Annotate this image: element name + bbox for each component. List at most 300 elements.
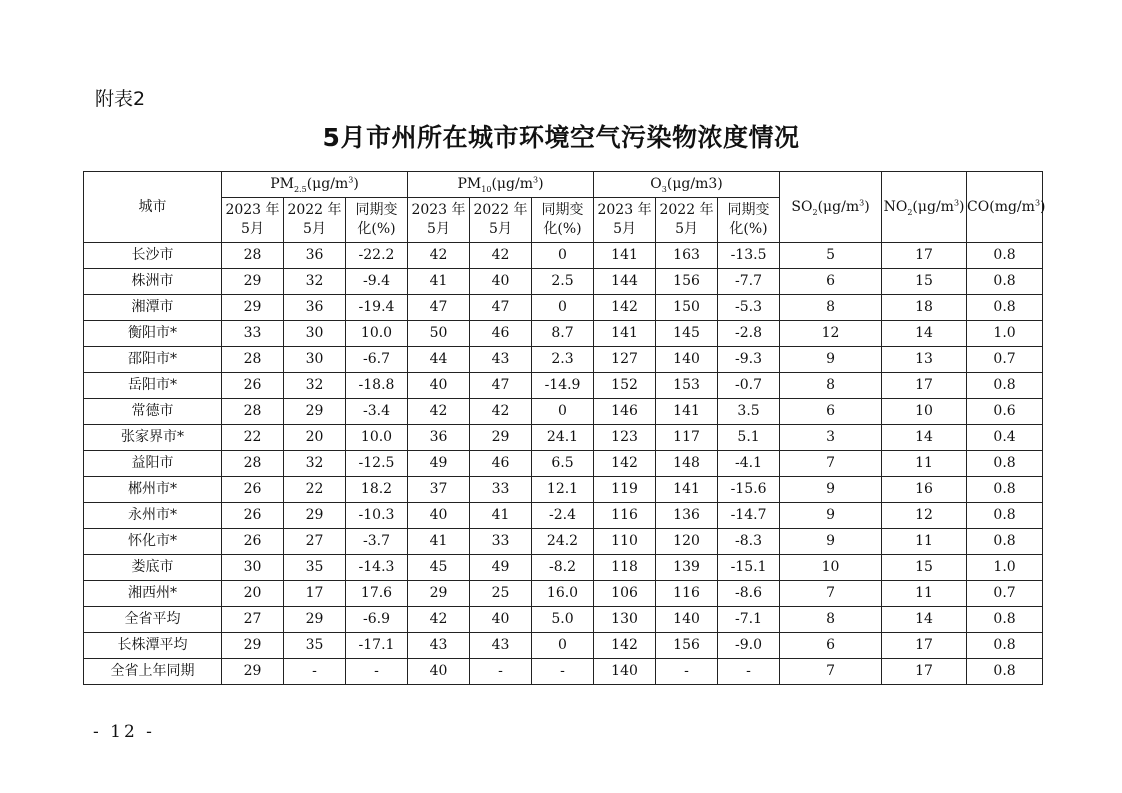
cell-so2: 7 (780, 581, 882, 607)
cell-pm10-2022: 40 (470, 269, 532, 295)
header-no2 (882, 172, 967, 243)
header-pm10-change (532, 198, 594, 243)
cell-so2: 9 (780, 503, 882, 529)
cell-pm25-2023: 30 (222, 555, 284, 581)
cell-co: 0.8 (967, 295, 1043, 321)
cell-pm25-change: -19.4 (346, 295, 408, 321)
pollutant-concentration-table (83, 171, 1046, 685)
cell-pm10-change: 6.5 (532, 451, 594, 477)
cell-pm10-2023: 40 (408, 659, 470, 685)
header-pm10-2023 (408, 198, 470, 243)
cell-co: 0.6 (967, 399, 1043, 425)
no2-close: ) (959, 198, 965, 215)
cell-pm25-2022: - (284, 659, 346, 685)
cell-no2: 14 (882, 321, 967, 347)
cell-pm10-change: 0 (532, 399, 594, 425)
cell-pm25-change: - (346, 659, 408, 685)
cell-o3-2022: 140 (656, 347, 718, 373)
cell-o3-change: -7.7 (718, 269, 780, 295)
cell-o3-2022: 117 (656, 425, 718, 451)
cell-co: 0.8 (967, 659, 1043, 685)
cell-co: 0.8 (967, 373, 1043, 399)
pm10-sub: 10 (481, 184, 492, 194)
cell-so2: 8 (780, 373, 882, 399)
cell-pm25-2022: 35 (284, 633, 346, 659)
cell-pm10-2023: 45 (408, 555, 470, 581)
cell-city: 岳阳市* (84, 373, 222, 399)
cell-pm25-2022: 35 (284, 555, 346, 581)
so2-prefix: SO (791, 198, 813, 215)
table-row (84, 321, 1043, 347)
cell-no2: 14 (882, 607, 967, 633)
cell-no2: 12 (882, 503, 967, 529)
cell-pm25-2022: 29 (284, 503, 346, 529)
cell-o3-change: -9.3 (718, 347, 780, 373)
cell-pm10-2023: 49 (408, 451, 470, 477)
table-body (84, 243, 1043, 685)
period-label: 2022 年 (287, 202, 342, 218)
table-row (84, 477, 1043, 503)
cell-o3-2023: 141 (594, 321, 656, 347)
cell-pm25-2022: 17 (284, 581, 346, 607)
cell-pm25-2023: 29 (222, 295, 284, 321)
period-label: 5月 (303, 221, 326, 237)
cell-pm10-change: 0 (532, 633, 594, 659)
cell-pm25-2023: 27 (222, 607, 284, 633)
cell-pm10-change: 24.2 (532, 529, 594, 555)
cell-pm25-change: 17.6 (346, 581, 408, 607)
cell-pm25-2022: 29 (284, 607, 346, 633)
table-row (84, 633, 1043, 659)
table-header (84, 172, 1046, 243)
cell-pm25-2023: 26 (222, 373, 284, 399)
cell-o3-2022: 150 (656, 295, 718, 321)
header-pm10 (408, 172, 594, 198)
cell-pm10-change: 0 (532, 295, 594, 321)
cell-pm10-2022: - (470, 659, 532, 685)
cell-pm25-2023: 26 (222, 477, 284, 503)
header-o3 (594, 172, 780, 198)
so2-close: ) (864, 198, 870, 215)
period-label: 2023 年 (597, 202, 652, 218)
cell-so2: 5 (780, 243, 882, 269)
cell-pm10-2022: 33 (470, 529, 532, 555)
cell-so2: 9 (780, 477, 882, 503)
cell-pm10-change: 2.5 (532, 269, 594, 295)
cell-co: 0.8 (967, 451, 1043, 477)
cell-co: 0.4 (967, 425, 1043, 451)
table-row (84, 425, 1043, 451)
o3-prefix: O (650, 176, 662, 192)
co-unit: CO(mg/m (967, 198, 1035, 215)
o3-sub: 3 (661, 184, 667, 194)
period-label: 5月 (613, 221, 636, 237)
cell-co: 0.7 (967, 581, 1043, 607)
cell-o3-change: 5.1 (718, 425, 780, 451)
cell-o3-2022: 145 (656, 321, 718, 347)
cell-pm10-2023: 43 (408, 633, 470, 659)
cell-pm25-change: -3.7 (346, 529, 408, 555)
header-co (967, 172, 1046, 243)
cell-o3-2022: 141 (656, 399, 718, 425)
cell-city: 永州市* (84, 503, 222, 529)
cell-o3-2023: 106 (594, 581, 656, 607)
header-city (84, 172, 222, 243)
cell-pm25-2022: 30 (284, 321, 346, 347)
page-number: - 12 - (93, 722, 155, 742)
cell-pm25-2023: 20 (222, 581, 284, 607)
cell-pm25-change: 10.0 (346, 425, 408, 451)
cell-pm10-2023: 40 (408, 373, 470, 399)
header-pm25-2022 (284, 198, 346, 243)
cell-city: 全省上年同期 (84, 659, 222, 685)
cell-o3-change: -15.1 (718, 555, 780, 581)
so2-sub: 2 (812, 207, 818, 217)
header-pm25-2023 (222, 198, 284, 243)
cell-o3-change: 3.5 (718, 399, 780, 425)
cell-o3-change: -0.7 (718, 373, 780, 399)
cell-o3-change: -7.1 (718, 607, 780, 633)
cell-o3-2023: 119 (594, 477, 656, 503)
header-pm10-2022 (470, 198, 532, 243)
cell-co: 1.0 (967, 321, 1043, 347)
cell-no2: 10 (882, 399, 967, 425)
cell-pm25-2023: 29 (222, 633, 284, 659)
cell-o3-change: -8.6 (718, 581, 780, 607)
cell-pm10-2022: 46 (470, 451, 532, 477)
cell-pm10-change: 0 (532, 243, 594, 269)
cell-pm10-2023: 41 (408, 269, 470, 295)
cell-pm25-2022: 29 (284, 399, 346, 425)
cell-city: 湘西州* (84, 581, 222, 607)
cell-no2: 17 (882, 243, 967, 269)
cell-pm25-2023: 28 (222, 399, 284, 425)
pm10-prefix: PM (457, 176, 482, 192)
cell-pm10-2022: 43 (470, 347, 532, 373)
cell-pm10-change: 8.7 (532, 321, 594, 347)
cell-pm25-change: -18.8 (346, 373, 408, 399)
cell-city: 全省平均 (84, 607, 222, 633)
cell-city: 衡阳市* (84, 321, 222, 347)
cell-co: 0.7 (967, 347, 1043, 373)
cell-pm10-2023: 44 (408, 347, 470, 373)
cell-o3-2022: 148 (656, 451, 718, 477)
header-so2 (780, 172, 882, 243)
table-row (84, 529, 1043, 555)
period-label: 2023 年 (411, 202, 466, 218)
cell-o3-2023: 127 (594, 347, 656, 373)
cell-pm25-2022: 32 (284, 451, 346, 477)
cell-o3-2022: 141 (656, 477, 718, 503)
pm10-unit: (μg/m (491, 176, 533, 192)
cell-so2: 8 (780, 295, 882, 321)
header-o3-2023 (594, 198, 656, 243)
no2-unit: (μg/m (912, 198, 954, 215)
cell-no2: 11 (882, 581, 967, 607)
so2-unit: (μg/m (817, 198, 860, 215)
cell-city: 张家界市* (84, 425, 222, 451)
cell-pm10-2022: 40 (470, 607, 532, 633)
period-label: 2022 年 (659, 202, 714, 218)
cell-o3-2022: - (656, 659, 718, 685)
pm10-close: ) (538, 176, 544, 192)
cell-pm10-2022: 25 (470, 581, 532, 607)
cell-co: 0.8 (967, 529, 1043, 555)
cell-pm25-2022: 30 (284, 347, 346, 373)
period-label: 同期变 (541, 202, 584, 218)
cell-so2: 7 (780, 659, 882, 685)
cell-so2: 10 (780, 555, 882, 581)
cell-pm25-change: 18.2 (346, 477, 408, 503)
table-row (84, 503, 1043, 529)
cell-o3-2023: 116 (594, 503, 656, 529)
period-label: 5月 (427, 221, 450, 237)
period-label: 5月 (675, 221, 698, 237)
cell-pm25-change: 10.0 (346, 321, 408, 347)
header-pm25 (222, 172, 408, 198)
cell-o3-2022: 116 (656, 581, 718, 607)
table-row (84, 555, 1043, 581)
cell-pm25-2022: 27 (284, 529, 346, 555)
cell-city: 常德市 (84, 399, 222, 425)
cell-no2: 15 (882, 555, 967, 581)
cell-o3-2023: 123 (594, 425, 656, 451)
cell-o3-2023: 110 (594, 529, 656, 555)
cell-pm10-change: 5.0 (532, 607, 594, 633)
cell-pm25-change: -12.5 (346, 451, 408, 477)
table-row (84, 451, 1043, 477)
cell-pm25-2022: 32 (284, 269, 346, 295)
header-city-label: 城市 (138, 198, 167, 215)
cell-pm10-2023: 29 (408, 581, 470, 607)
cell-pm25-2022: 32 (284, 373, 346, 399)
cell-city: 怀化市* (84, 529, 222, 555)
cell-pm10-2022: 47 (470, 295, 532, 321)
table-row (84, 243, 1043, 269)
cell-o3-change: -5.3 (718, 295, 780, 321)
cell-pm25-change: -6.7 (346, 347, 408, 373)
cell-o3-2023: 144 (594, 269, 656, 295)
co-sup: 3 (1034, 197, 1041, 207)
cell-city: 益阳市 (84, 451, 222, 477)
cell-o3-change: -2.8 (718, 321, 780, 347)
cell-pm10-2022: 42 (470, 243, 532, 269)
table-row (84, 581, 1043, 607)
cell-pm25-change: -22.2 (346, 243, 408, 269)
cell-no2: 11 (882, 451, 967, 477)
cell-pm25-2022: 36 (284, 295, 346, 321)
cell-pm10-2022: 29 (470, 425, 532, 451)
cell-pm25-2023: 28 (222, 347, 284, 373)
pm25-prefix: PM (270, 176, 294, 192)
cell-co: 1.0 (967, 555, 1043, 581)
cell-so2: 12 (780, 321, 882, 347)
cell-o3-2022: 156 (656, 633, 718, 659)
cell-o3-2023: 141 (594, 243, 656, 269)
cell-o3-change: -9.0 (718, 633, 780, 659)
co-close: ) (1040, 198, 1046, 215)
cell-no2: 18 (882, 295, 967, 321)
period-label: 5月 (241, 221, 264, 237)
cell-o3-2022: 136 (656, 503, 718, 529)
cell-pm25-change: -14.3 (346, 555, 408, 581)
cell-pm10-2022: 46 (470, 321, 532, 347)
cell-co: 0.8 (967, 633, 1043, 659)
cell-co: 0.8 (967, 503, 1043, 529)
table-row (84, 347, 1043, 373)
cell-pm25-2023: 29 (222, 269, 284, 295)
appendix-label: 附表2 (95, 88, 146, 110)
cell-o3-change: -4.1 (718, 451, 780, 477)
cell-pm10-2022: 43 (470, 633, 532, 659)
table-row (84, 607, 1043, 633)
cell-pm10-change: - (532, 659, 594, 685)
period-label: 2022 年 (473, 202, 528, 218)
cell-no2: 14 (882, 425, 967, 451)
cell-o3-change: -15.6 (718, 477, 780, 503)
cell-o3-2022: 120 (656, 529, 718, 555)
cell-o3-2022: 153 (656, 373, 718, 399)
cell-so2: 8 (780, 607, 882, 633)
cell-so2: 9 (780, 529, 882, 555)
o3-unit: (μg/m3) (666, 176, 723, 192)
cell-city: 长株潭平均 (84, 633, 222, 659)
no2-sup: 3 (953, 197, 960, 207)
cell-pm10-change: -14.9 (532, 373, 594, 399)
pm25-sub: 2.5 (293, 184, 307, 194)
period-label: 化(%) (357, 221, 396, 237)
table-row (84, 659, 1043, 685)
cell-pm10-2022: 33 (470, 477, 532, 503)
cell-pm25-change: -9.4 (346, 269, 408, 295)
cell-o3-2023: 118 (594, 555, 656, 581)
cell-no2: 17 (882, 633, 967, 659)
cell-pm25-2023: 33 (222, 321, 284, 347)
cell-pm10-2023: 41 (408, 529, 470, 555)
cell-pm10-change: -2.4 (532, 503, 594, 529)
cell-pm25-2023: 22 (222, 425, 284, 451)
cell-so2: 9 (780, 347, 882, 373)
cell-no2: 17 (882, 373, 967, 399)
period-label: 化(%) (729, 221, 768, 237)
pm25-sup: 3 (348, 175, 354, 185)
cell-pm10-2023: 42 (408, 607, 470, 633)
cell-pm10-2022: 47 (470, 373, 532, 399)
cell-o3-2022: 163 (656, 243, 718, 269)
cell-pm10-change: 12.1 (532, 477, 594, 503)
cell-pm25-change: -17.1 (346, 633, 408, 659)
cell-o3-2023: 142 (594, 295, 656, 321)
cell-so2: 6 (780, 269, 882, 295)
header-o3-change (718, 198, 780, 243)
header-pm25-change (346, 198, 408, 243)
header-o3-2022 (656, 198, 718, 243)
cell-no2: 11 (882, 529, 967, 555)
cell-pm10-2023: 50 (408, 321, 470, 347)
cell-city: 邵阳市* (84, 347, 222, 373)
cell-pm10-2023: 40 (408, 503, 470, 529)
cell-pm25-2022: 20 (284, 425, 346, 451)
period-label: 同期变 (355, 202, 398, 218)
cell-city: 长沙市 (84, 243, 222, 269)
cell-pm10-2023: 37 (408, 477, 470, 503)
cell-city: 娄底市 (84, 555, 222, 581)
cell-co: 0.8 (967, 607, 1043, 633)
document-title: 5月市州所在城市环境空气污染物浓度情况 (322, 123, 800, 152)
cell-pm10-change: 16.0 (532, 581, 594, 607)
cell-o3-2023: 146 (594, 399, 656, 425)
period-label: 2023 年 (225, 202, 280, 218)
cell-o3-2023: 152 (594, 373, 656, 399)
cell-pm25-change: -6.9 (346, 607, 408, 633)
cell-city: 湘潭市 (84, 295, 222, 321)
header-row-pollutants (84, 172, 1043, 198)
cell-pm25-2023: 28 (222, 451, 284, 477)
cell-o3-change: -13.5 (718, 243, 780, 269)
cell-city: 郴州市* (84, 477, 222, 503)
cell-pm25-2023: 26 (222, 529, 284, 555)
cell-pm25-2023: 29 (222, 659, 284, 685)
cell-pm25-change: -10.3 (346, 503, 408, 529)
cell-so2: 3 (780, 425, 882, 451)
cell-o3-2022: 140 (656, 607, 718, 633)
cell-pm25-2022: 36 (284, 243, 346, 269)
cell-pm10-2022: 41 (470, 503, 532, 529)
cell-pm10-2022: 49 (470, 555, 532, 581)
cell-pm25-2023: 28 (222, 243, 284, 269)
cell-o3-2023: 142 (594, 451, 656, 477)
cell-pm10-2022: 42 (470, 399, 532, 425)
table-row (84, 373, 1043, 399)
period-label: 5月 (489, 221, 512, 237)
cell-pm25-change: -3.4 (346, 399, 408, 425)
cell-co: 0.8 (967, 243, 1043, 269)
cell-o3-2023: 142 (594, 633, 656, 659)
cell-so2: 6 (780, 633, 882, 659)
cell-pm25-2023: 26 (222, 503, 284, 529)
so2-sup: 3 (859, 197, 865, 207)
cell-pm10-change: 2.3 (532, 347, 594, 373)
cell-pm25-2022: 22 (284, 477, 346, 503)
cell-city: 株洲市 (84, 269, 222, 295)
cell-pm10-2023: 42 (408, 399, 470, 425)
cell-so2: 7 (780, 451, 882, 477)
cell-o3-change: - (718, 659, 780, 685)
cell-pm10-2023: 47 (408, 295, 470, 321)
table-row (84, 295, 1043, 321)
cell-o3-change: -14.7 (718, 503, 780, 529)
cell-o3-2023: 130 (594, 607, 656, 633)
table-row (84, 269, 1043, 295)
cell-so2: 6 (780, 399, 882, 425)
pm25-unit: (μg/m (306, 176, 349, 192)
cell-co: 0.8 (967, 269, 1043, 295)
pm10-sup: 3 (532, 175, 539, 185)
cell-pm10-2023: 36 (408, 425, 470, 451)
cell-o3-change: -8.3 (718, 529, 780, 555)
no2-sub: 2 (907, 207, 913, 217)
cell-no2: 13 (882, 347, 967, 373)
cell-no2: 15 (882, 269, 967, 295)
period-label: 化(%) (543, 221, 582, 237)
cell-co: 0.8 (967, 477, 1043, 503)
pm25-close: ) (353, 176, 359, 192)
cell-pm10-2023: 42 (408, 243, 470, 269)
cell-no2: 16 (882, 477, 967, 503)
cell-no2: 17 (882, 659, 967, 685)
cell-o3-2023: 140 (594, 659, 656, 685)
table-row (84, 399, 1043, 425)
